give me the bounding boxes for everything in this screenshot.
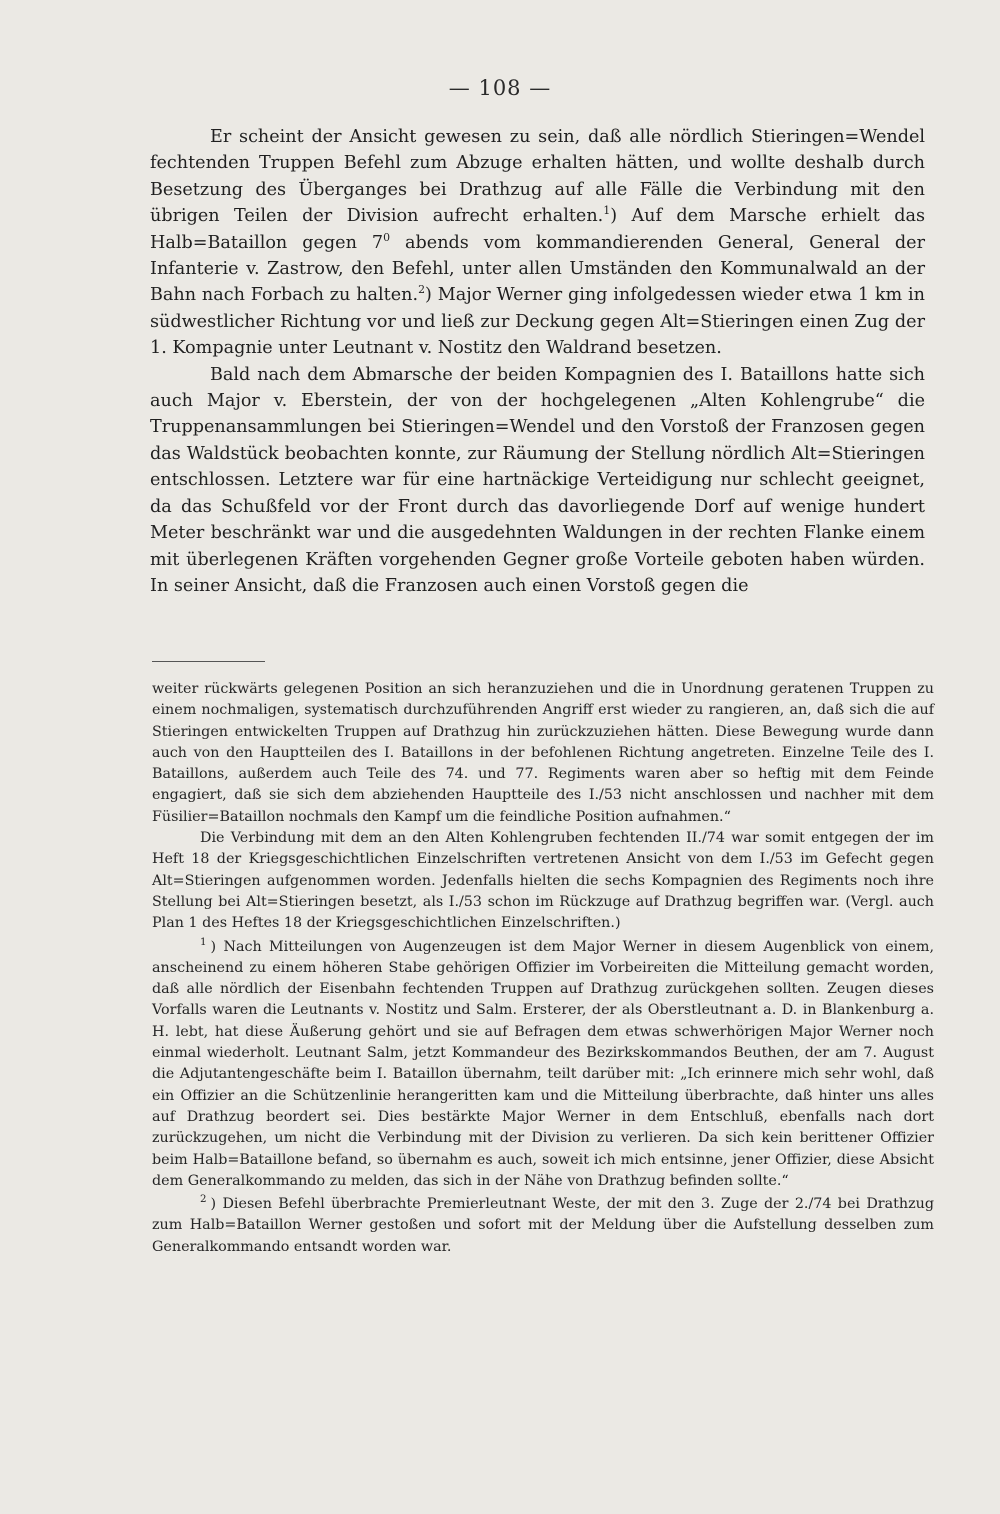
main-p1-text-b: ) Auf dem Marsche erhielt das Halb=Bataillon gegen 7	[150, 206, 925, 253]
main-paragraph-1	[150, 124, 925, 362]
footnote-1-text: ) Nach Mitteilungen von Augenzeugen ist dem Major Werner in diesem Augenblick von einem, anscheinend zu einem höheren Stabe gehörigen Offizier im Vorbeireiten die Mitteilung gemacht worden, daß alle nördlich der Eisenbahn fechtenden Truppen auf Drathzug zurückgehen sollten. Zeugen dieses Vorfalls waren die Leutnants v. Nostitz und Salm. Ersterer, der als Oberstleutnant a. D. in Blankenburg a. H. lebt, hat diese Äußerung gehört und sie auf Befragen dem etwas schwerhörigen Major Werner noch einmal wiederholt. Leutnant Salm, jetzt Kommandeur des Bezirkskommandos Beuthen, der am 7. August die Adjutantengeschäfte beim I. Bataillon übernahm, teilt darüber mit: „Ich erinnere mich sehr wohl, daß ein Offizier an die Schützenlinie herangeritten kam und die Mitteilung überbrachte, daß hinter uns alles auf Drathzug beordert sei. Dies bestärkte Major Werner in dem Entschluß, ebenfalls nach dort zurückzugehen, um nicht die Verbindung mit der Division zu verlieren. Da sich kein berittener Offizier beim Halb=Bataillone befand, so übernahm es auch, soweit ich mich entsinne, jener Offizier, diese Absicht dem Generalkommando zu melden, das sich in der Nähe von Drathzug befinden sollte.“	[152, 938, 934, 1189]
footnote-2	[152, 1194, 934, 1258]
main-p1-text-a: Er scheint der Ansicht gewesen zu sein, daß alle nördlich Stieringen=Wendel fechtenden Truppen Befehl zum Abzuge erhalten hätten, und wollte deshalb durch Besetzung des Überganges bei Drathzug auf alle Fälle die Verbindung mit den übrigen Teilen der Division aufrecht erhalten.	[150, 127, 925, 227]
footnote-ref-1: 1	[603, 204, 611, 218]
footnote-ref-2: 2	[418, 283, 426, 297]
main-p1-text-c: abends vom kommandierenden General, General der Infanterie v. Zastrow, den Befehl, unter allen Umständen den Kommunalwald an der Bahn nach Forbach zu halten.	[150, 232, 925, 306]
page-number: — 108 —	[448, 76, 552, 100]
footnote-1-mark: 1	[200, 935, 207, 948]
footnote-paragraph: Die Verbindung mit dem an den Alten Kohlengruben fechtenden II./74 war somit entgegen der im Heft 18 der Kriegsgeschichtlichen Einzelschriften vertretenen Ansicht von dem I./53 im Gefecht gegen Alt=Stieringen aufgenommen worden. Jedenfalls hielten die sechs Kompagnien des Regiments noch ihre Stellung bei Alt=Stieringen besetzt, als I./53 schon im Rückzuge auf Drathzug begriffen war. (Vergl. auch Plan 1 des Heftes 18 der Kriegsgeschichtlichen Einzelschriften.)	[152, 830, 934, 932]
footnote-separator	[152, 661, 265, 662]
main-paragraph-2: Bald nach dem Abmarsche der beiden Kompagnien des I. Bataillons hatte sich auch Major v. Eberstein, der von der hochgelegenen „Alten Kohlengrube“ die Truppenansammlungen bei Stieringen=Wendel und den Vorstoß der Franzosen gegen das Waldstück beobachten konnte, zur Räumung der Stellung nördlich Alt=Stieringen entschlossen. Letztere war für eine hartnäckige Verteidigung nur schlecht geeignet, da das Schußfeld vor der Front durch das davorliegende Dorf auf wenige hundert Meter beschränkt war und die ausgedehnten Waldungen in der rechten Flanke einem mit überlegenen Kräften vorgehenden Gegner große Vorteile geboten haben würden. In seiner Ansicht, daß die Franzosen auch einen Vorstoß gegen die	[150, 364, 925, 596]
main-p1-text-d: ) Major Werner ging infolgedessen wieder etwa 1 km in südwestlicher Richtung vor und ließ zur Deckung gegen Alt=Stieringen einen Zug der 1. Kompagnie unter Leutnant v. Nostitz den Waldrand besetzen.	[150, 285, 925, 359]
footnote-continuation: weiter rückwärts gelegenen Position an sich heranzuziehen und die in Unordnung geratenen Truppen zu einem nochmaligen, systematisch durchzuführenden Angriff erst wieder zu rangieren, an, daß sich die auf Stieringen entwickelten Truppen auf Drathzug hin zurückzuziehen hätten. Diese Bewegung wurde dann auch von den Hauptteilen des I. Bataillons in der befohlenen Richtung angetreten. Einzelne Teile des I. Bataillons, außerdem auch Teile des 74. und 77. Regiments waren aber so heftig mit dem Feinde engagiert, daß sie sich dem abziehenden Hauptteile des I./53 nicht anschlossen und nachher mit dem Füsilier=Bataillon nochmals den Kampf um die feindliche Position aufnahmen.“	[152, 681, 934, 825]
footnote-2-text: ) Diesen Befehl überbrachte Premierleutnant Weste, der mit den 3. Zuge der 2./74 bei Drathzug zum Halb=Bataillon Werner gestoßen und sofort mit der Meldung über die Aufstellung desselben zum Generalkommando entsandt worden war.	[152, 1196, 934, 1255]
degree-mark: 0	[383, 230, 391, 244]
main-text	[150, 124, 925, 599]
footnote-2-mark: 2	[200, 1193, 207, 1206]
footnotes	[152, 679, 934, 1258]
footnote-1	[152, 937, 934, 1193]
